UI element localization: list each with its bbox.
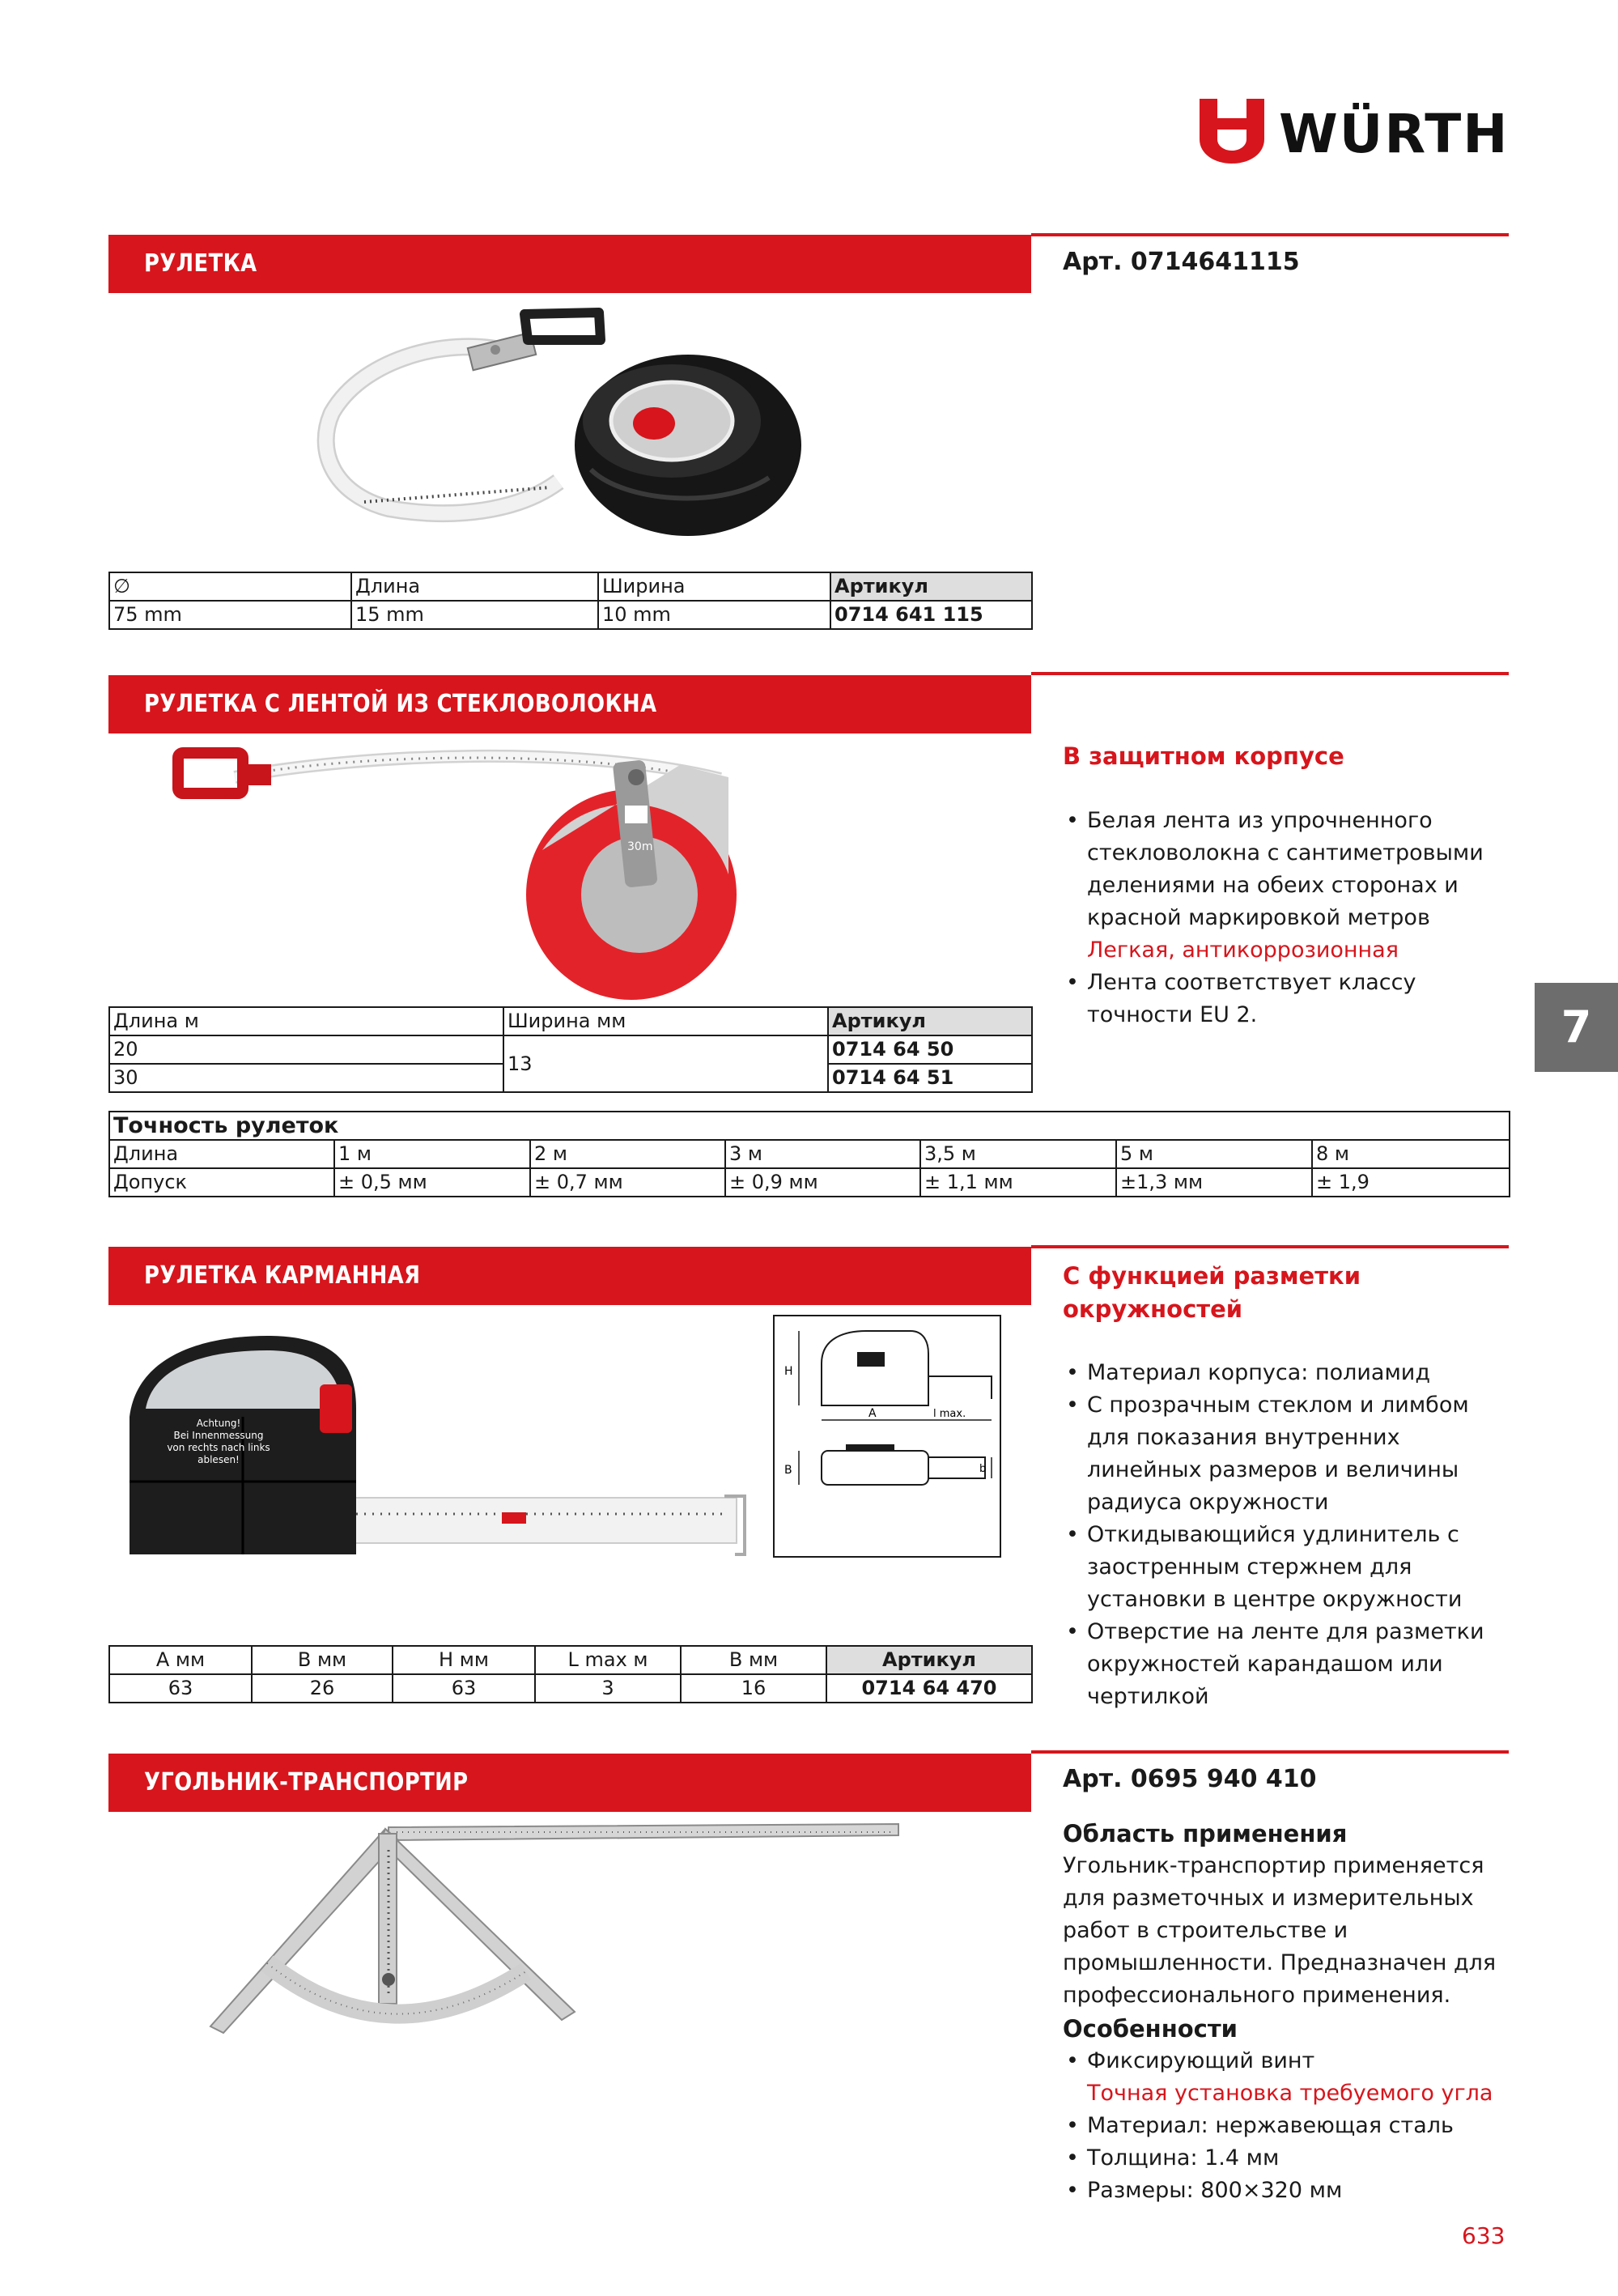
cell-article: 0714 641 115 [830,601,1032,629]
cell-length: 20 [109,1035,503,1064]
fiberglass-tape-image [162,729,785,988]
chapter-tab: 7 [1535,983,1618,1072]
cell-length: 3 м [725,1140,920,1168]
feature-list [1063,1357,1516,1713]
col-header-article: Артикул [830,572,1032,601]
row-label-length: Длина [109,1140,334,1168]
cell-length: 1 м [334,1140,530,1168]
col-header-diameter: ∅ [109,572,351,601]
article-number: Арт. 0714641115 [1063,248,1300,276]
cell-tolerance: ± 1,9 [1312,1168,1510,1197]
list-item: • С прозрачным стеклом и лимбом для показания внутренних линейных размеров и величины радиуса окружности [1063,1389,1516,1519]
wurth-logo-icon [1200,99,1264,164]
col-header-b2: B мм [681,1646,826,1674]
cell-length: 3,5 м [920,1140,1116,1168]
dim-label-h: H [784,1365,793,1378]
accuracy-table-title: Точность рулеток [109,1112,1510,1140]
cell-lmax: 3 [535,1674,681,1703]
divider [1031,233,1509,236]
list-item: • Отверстие на ленте для разметки окружностей карандашом или чертилкой [1063,1616,1516,1713]
list-item: • Материал корпуса: полиамид [1063,1357,1516,1389]
cell-length: 30 [109,1064,503,1092]
features-heading: Особенности [1063,2015,1238,2043]
highlight-text: Легкая, антикоррозионная [1087,938,1399,963]
cell-tolerance: ± 1,1 мм [920,1168,1116,1197]
cell-tolerance: ± 0,9 мм [725,1168,920,1197]
cell-article: 0714 64 50 [828,1035,1032,1064]
list-item: • Фиксирующий винт Точная установка требуемого угла [1063,2045,1516,2110]
accuracy-table [108,1111,1510,1197]
dim-label-b-small: b [979,1463,987,1475]
col-header-width: Ширина [598,572,830,601]
spec-table-pocket-tape [108,1645,1033,1703]
highlight-text: Точная установка требуемого угла [1087,2081,1493,2106]
case-label-line-4: ablesen! [197,1454,240,1465]
cell-tolerance: ±1,3 мм [1116,1168,1312,1197]
tape-label: 30m [627,840,653,853]
case-label-line-3: von rechts nach links [167,1442,270,1453]
list-item: • Лента соответствует классу точности EU 2. [1063,967,1516,1031]
col-header-b: B мм [252,1646,393,1674]
col-header-lmax: L max м [535,1646,681,1674]
list-item: • Толщина: 1.4 мм [1063,2142,1516,2175]
dim-label-b: B [784,1464,792,1477]
cell-length: 2 м [530,1140,725,1168]
spec-table-tape-measure [108,572,1033,630]
col-header-h: H мм [393,1646,535,1674]
cell-width: 13 [503,1035,828,1092]
case-label-line-1: Achtung! [196,1418,241,1429]
section-title: РУЛЕТКА С ЛЕНТОЙ ИЗ СТЕКЛОВОЛОКНА [144,690,657,718]
col-header-length: Длина м [109,1007,503,1035]
section-title: РУЛЕТКА [144,249,257,278]
application-heading: Область применения [1063,1820,1348,1847]
cell-length: 5 м [1116,1140,1312,1168]
cell-length: 8 м [1312,1140,1510,1168]
page-number: 633 [1462,2222,1505,2249]
divider [1031,1750,1509,1754]
dimension-diagram [773,1315,1001,1558]
cell-a: 63 [109,1674,252,1703]
cell-h: 63 [393,1674,535,1703]
feature-list [1063,805,1516,1031]
section-subtitle: В защитном корпусе [1063,742,1344,770]
feature-list [1063,2045,1516,2207]
section-subtitle-line-2: окружностей [1063,1295,1243,1323]
divider [1031,672,1509,675]
cell-width: 10 mm [598,601,830,629]
article-number: Арт. 0695 940 410 [1063,1765,1317,1793]
list-item: • Белая лента из упрочненного стекловолокна с сантиметровыми делениями на обеих сторонах и красной маркировкой метров Легкая, антикоррозионная [1063,805,1516,967]
application-text: Угольник-транспортир применяется для разметочных и измерительных работ в строительстве и промышленности. Предназначен для профессионального применения. [1063,1853,1497,2008]
col-header-a: A мм [109,1646,252,1674]
cell-b2: 16 [681,1674,826,1703]
brand-name: WÜRTH [1279,103,1510,165]
divider [1031,1245,1509,1248]
list-item: • Материал: нержавеющая сталь [1063,2110,1516,2142]
pocket-tape-image [113,1320,753,1579]
section-title: РУЛЕТКА КАРМАННАЯ [144,1261,421,1290]
list-item: • Размеры: 800×320 мм [1063,2175,1516,2207]
dim-label-lmax: l max. [933,1408,966,1420]
col-header-article: Артикул [828,1007,1032,1035]
cell-diameter: 75 mm [109,601,351,629]
row-label-tolerance: Допуск [109,1168,334,1197]
list-item: • Откидывающийся удлинитель с заостренным стержнем для установки в центре окружности [1063,1519,1516,1616]
dim-label-a: A [868,1407,877,1420]
cell-length: 15 mm [351,601,598,629]
cell-article: 0714 64 51 [828,1064,1032,1092]
col-header-width: Ширина мм [503,1007,828,1035]
angle-protractor-image [194,1818,907,2044]
cell-b: 26 [252,1674,393,1703]
closed-reel-tape-image [316,308,817,551]
case-label-line-2: Bei Innenmessung [173,1430,264,1441]
spec-table-fiberglass-tape [108,1006,1033,1093]
col-header-article: Артикул [826,1646,1032,1674]
col-header-length: Длина [351,572,598,601]
section-subtitle-line-1: С функцией разметки [1063,1262,1361,1290]
cell-article: 0714 64 470 [826,1674,1032,1703]
section-title: УГОЛЬНИК-ТРАНСПОРТИР [144,1768,469,1796]
cell-tolerance: ± 0,7 мм [530,1168,725,1197]
cell-tolerance: ± 0,5 мм [334,1168,530,1197]
